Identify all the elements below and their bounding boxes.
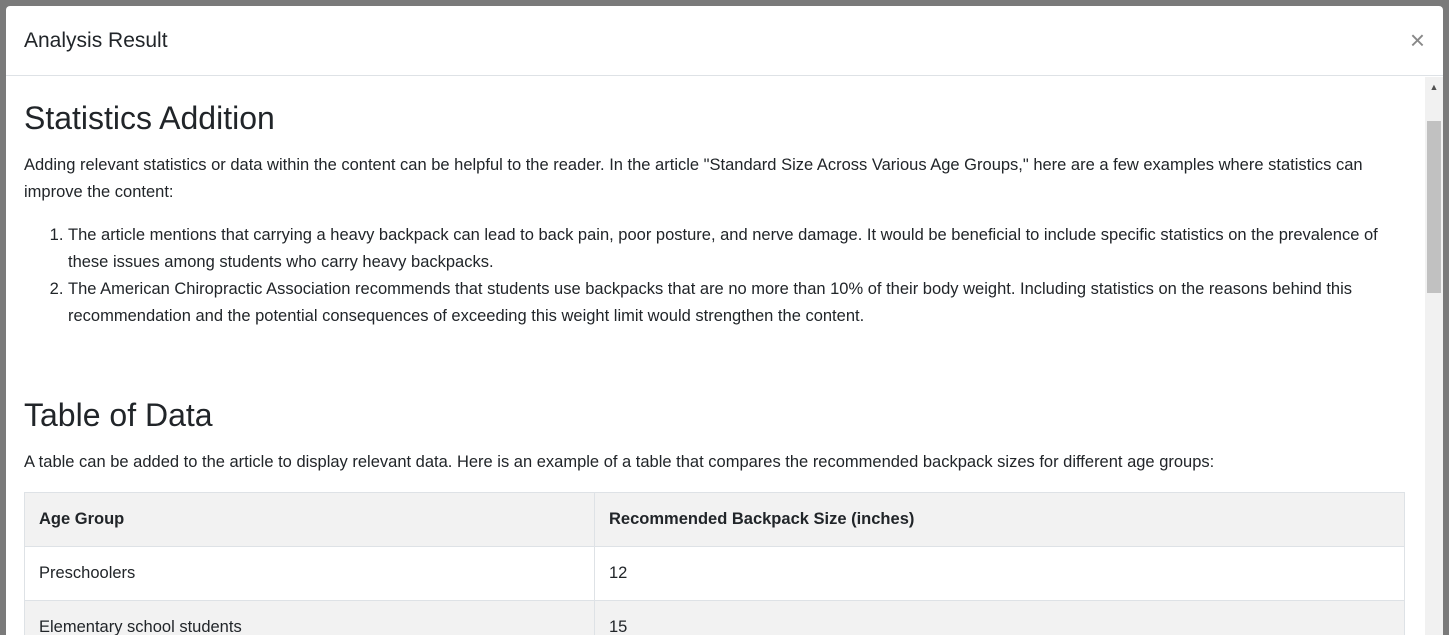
table-of-data-intro: A table can be added to the article to display relevant data. Here is an example of a table that compares the recommended backpack sizes for different age groups: [24,453,1215,472]
analysis-result-modal [6,6,1443,635]
scroll-thumb[interactable] [1427,121,1441,293]
table-cell-age-group: Preschoolers [25,547,595,601]
statistics-list [24,222,1407,330]
table-row [25,601,1405,635]
table-cell-backpack-size: 12 [595,547,1405,601]
column-header-backpack-size: Recommended Backpack Size (inches) [595,493,1405,547]
list-item: 1. The article mentions that carrying a heavy backpack can lead to back pain, poor posture, and nerve damage. It would be beneficial to include specific statistics on the prevalence of these issues among students who carry heavy backpacks. [68,222,1407,276]
column-header-age-group: Age Group [25,493,595,547]
modal-body[interactable] [6,77,1425,635]
table-of-data-heading: Table of Data [24,397,213,434]
table-row [25,547,1405,601]
statistics-intro: Adding relevant statistics or data within the content can be helpful to the reader. In the article "Standard Size Across Various Age Groups," here are a few examples where statistics can improve the content: [24,156,1363,202]
table-cell-backpack-size: 15 [595,601,1405,635]
modal-title: Analysis Result [24,28,168,52]
statistics-heading: Statistics Addition [24,100,275,136]
table-header-row [25,493,1405,547]
list-item: 2. The American Chiropractic Association recommends that students use backpacks that are no more than 10% of their body weight. Including statistics on the reasons behind this recommendation and the potential consequences of exceeding this weight limit would strengthen the content. [68,276,1407,330]
vertical-scrollbar[interactable] [1425,77,1443,635]
close-icon[interactable]: × [1409,24,1425,55]
backpack-size-table [24,492,1405,635]
table-cell-age-group: Elementary school students [25,601,595,635]
scroll-up-arrow-icon[interactable]: ▲ [1429,82,1439,92]
modal-header [6,6,1443,76]
